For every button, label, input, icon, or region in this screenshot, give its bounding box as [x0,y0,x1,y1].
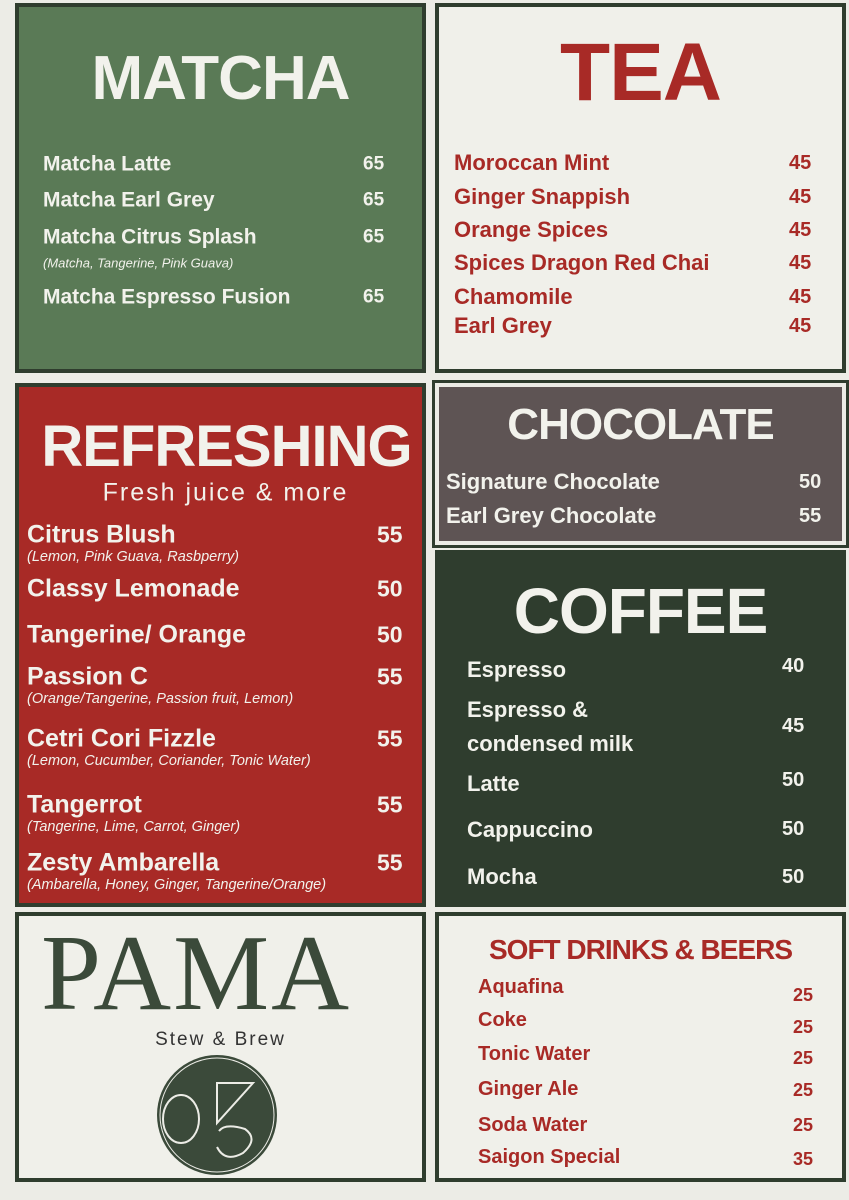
menu-item-name: Aquafina [478,976,564,998]
menu-item-price: 50 [782,769,805,791]
menu-item-price: 65 [363,153,385,175]
menu-item-price: 45 [782,715,805,737]
menu-item-name: Orange Spices [454,217,609,242]
menu-item-price: 50 [377,575,403,602]
menu-item-price: 50 [377,621,403,648]
coffee-title: COFFEE [513,575,768,647]
coffee-section [435,550,846,907]
menu-item-name: Classy Lemonade [27,574,240,603]
menu-item-name: Spices Dragon Red Chai [454,250,710,275]
chocolate-title: CHOCOLATE [507,400,774,449]
menu-item-price: 25 [793,1017,814,1037]
menu-item-description: (Matcha, Tangerine, Pink Guava) [43,255,234,271]
menu-item-name: Tonic Water [478,1043,591,1065]
menu-item-name: Mocha [467,864,537,889]
menu-item-name: Ginger Snappish [454,184,631,209]
matcha-title: MATCHA [91,44,350,113]
menu-item-description: (Lemon, Cucumber, Coriander, Tonic Water) [27,752,311,769]
refreshing-section [15,383,426,907]
menu-item-price: 35 [793,1149,814,1169]
brand-tagline: Stew & Brew [155,1029,286,1050]
menu-item-name: Earl Grey [454,313,552,338]
menu-item-description: (Lemon, Pink Guava, Rasbperry) [27,548,239,565]
menu-item-name: Tangerrot [27,790,142,819]
menu-item-name: Moroccan Mint [454,150,610,175]
menu-item-price: 65 [363,286,385,308]
menu-item-price: 55 [377,663,403,690]
soft-drinks-section [435,912,846,1182]
brand-section [15,912,426,1182]
menu-item-price: 25 [793,1080,814,1100]
menu-item-price: 50 [782,866,805,888]
menu-item-name: condensed milk [467,731,634,756]
menu-item-price: 25 [793,985,814,1005]
refreshing-title: REFRESHING [41,414,412,479]
soft-drinks-title: SOFT DRINKS & BEERS [488,934,793,965]
tea-title: TEA [560,27,721,118]
menu-item-price: 50 [799,471,822,493]
menu-item-name: Matcha Espresso Fusion [43,285,291,309]
menu-item-name: Coke [478,1009,527,1031]
menu-item-name: Earl Grey Chocolate [446,503,657,528]
menu-item-price: 45 [789,315,812,337]
menu-item-description: (Tangerine, Lime, Carrot, Ginger) [27,818,241,835]
menu-item-price: 55 [377,791,403,818]
menu-item-price: 65 [363,189,385,211]
menu-item-name: Ginger Ale [478,1078,579,1100]
chocolate-section [435,383,846,545]
menu-item-name: Signature Chocolate [446,469,660,494]
brand-seal-logo [155,1053,279,1177]
menu-item-price: 50 [782,818,805,840]
menu-item-price: 45 [789,252,812,274]
menu-item-price: 45 [789,286,812,308]
menu-item-description: (Ambarella, Honey, Ginger, Tangerine/Orange) [27,876,327,893]
menu-item-name: Chamomile [454,284,573,309]
menu-item-name: Matcha Citrus Splash [43,225,257,249]
refreshing-subtitle: Fresh juice & more [102,478,349,507]
menu-item-price: 55 [799,505,822,527]
menu-item-price: 25 [793,1048,814,1068]
menu-item-name: Cappuccino [467,817,593,842]
menu-item-name: Citrus Blush [27,520,176,549]
menu-item-price: 55 [377,521,403,548]
menu-item-price: 65 [363,226,385,248]
matcha-section [15,3,426,373]
menu-item-name: Zesty Ambarella [27,848,220,877]
menu-item-name: Saigon Special [478,1146,621,1168]
menu-item-price: 40 [782,655,805,677]
menu-item-name: Latte [467,771,520,796]
menu-item-name: Cetri Cori Fizzle [27,724,216,753]
menu-item-price: 25 [793,1115,814,1135]
menu-item-name: Passion C [27,662,148,691]
tea-section [435,3,846,373]
menu-item-name: Tangerine/ Orange [27,620,247,649]
brand-logo-wordmark: PAMA [41,914,352,1033]
menu-item-price: 45 [789,152,812,174]
menu-item-price: 45 [789,219,812,241]
menu-item-description: (Orange/Tangerine, Passion fruit, Lemon) [27,690,294,707]
menu-item-name: Matcha Latte [43,152,172,176]
menu-item-name: Espresso [467,657,567,682]
menu-item-price: 45 [789,186,812,208]
menu-item-price: 55 [377,849,403,876]
menu-item-name: Matcha Earl Grey [43,188,215,212]
menu-item-name: Soda Water [478,1114,588,1136]
menu-item-price: 55 [377,725,403,752]
menu-item-name: Espresso & [467,697,589,722]
